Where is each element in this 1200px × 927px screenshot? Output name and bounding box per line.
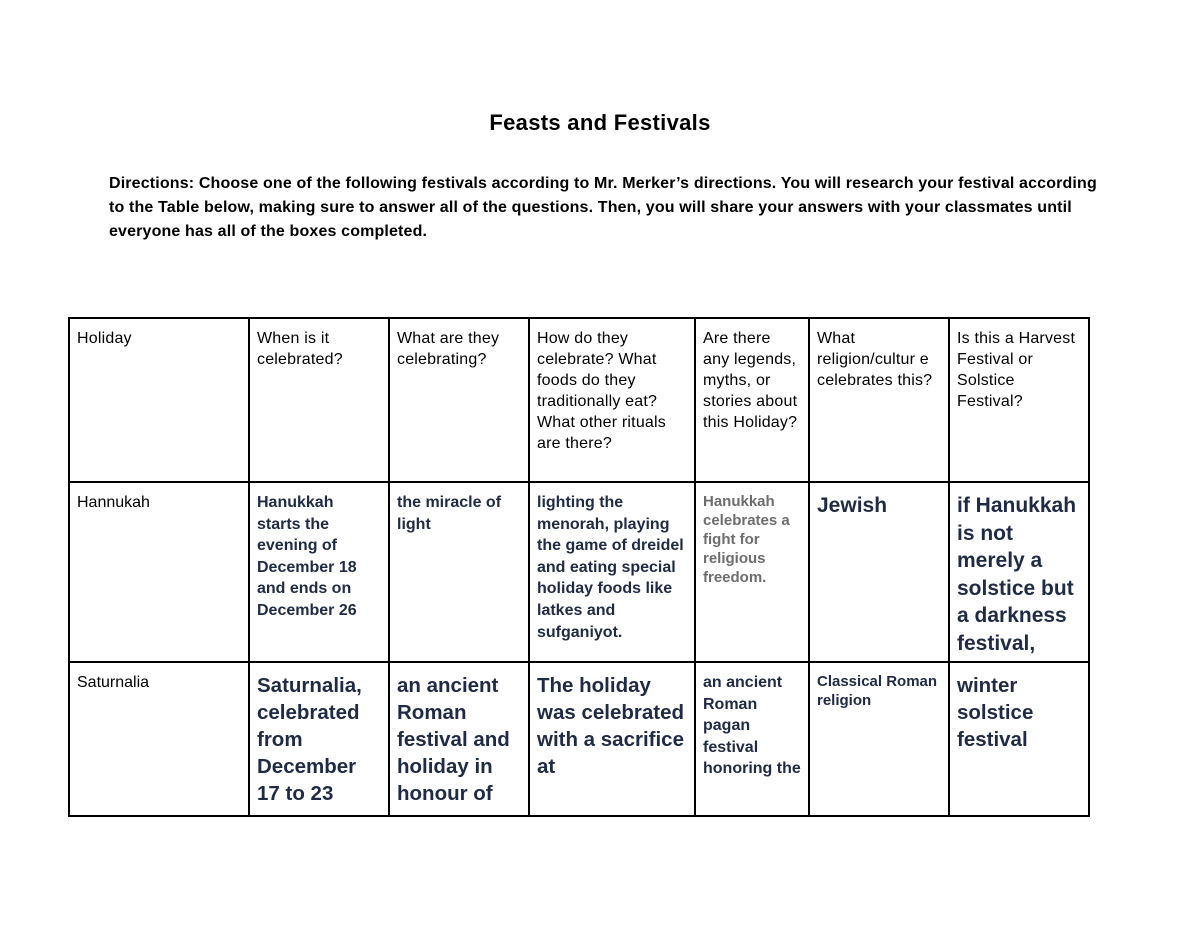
header-label: What religion/cultur e celebrates this?: [817, 330, 933, 389]
header-cell-what: [389, 318, 529, 482]
answer-when: Saturnalia, celebrated from December 17 to 23: [257, 674, 362, 805]
table-cell: [949, 482, 1089, 662]
answer-type: if Hanukkah is not merely a solstice but a darkness festival,: [957, 494, 1077, 655]
header-cell-legends: [695, 318, 809, 482]
table-cell: [529, 482, 695, 662]
answer-legends: an ancient Roman pagan festival honoring the: [703, 674, 801, 778]
table-cell: [949, 662, 1089, 816]
table-cell: [69, 662, 249, 816]
answer-how: The holiday was celebrated with a sacrifice at: [537, 674, 684, 778]
table-row: [69, 482, 1089, 662]
header-label: How do they celebrate? What foods do they traditionally eat? What other rituals are there?: [537, 330, 666, 452]
table-cell: [389, 662, 529, 816]
table-cell: [249, 662, 389, 816]
header-label: What are they celebrating?: [397, 330, 500, 368]
header-cell-when: [249, 318, 389, 482]
row-label-hannukah: Hannukah: [77, 494, 150, 511]
header-label: Holiday: [77, 330, 132, 347]
header-label: When is it celebrated?: [257, 330, 343, 368]
answer-when: Hanukkah starts the evening of December 18 and ends on December 26: [257, 494, 357, 619]
table-cell: [809, 662, 949, 816]
header-cell-type: [949, 318, 1089, 482]
table-cell: [695, 482, 809, 662]
directions-text: Directions: Choose one of the following festivals according to Mr. Merker’s directions. You will research your festival according to the Table below, making sure to answer all of the questions. Then, you will share your answers with your classmates until everyone has all of the boxes completed.: [109, 175, 1097, 240]
answer-religion: Jewish: [817, 494, 888, 517]
festival-table: [68, 317, 1090, 817]
table-cell: [695, 662, 809, 816]
table-cell: [529, 662, 695, 816]
table-cell: [809, 482, 949, 662]
answer-how: lighting the menorah, playing the game of dreidel and eating special holiday foods like latkes and sufganiyot.: [537, 494, 684, 641]
answer-type: winter solstice festival: [957, 674, 1034, 751]
header-cell-religion: [809, 318, 949, 482]
header-label: Is this a Harvest Festival or Solstice Festival?: [957, 330, 1076, 410]
answer-what: an ancient Roman festival and holiday in honour of: [397, 674, 510, 805]
row-label-saturnalia: Saturnalia: [77, 674, 150, 691]
page-title: Feasts and Festivals: [489, 110, 711, 135]
table-header-row: [69, 318, 1089, 482]
table-cell: [69, 482, 249, 662]
header-label: Are there any legends, myths, or stories about this Holiday?: [703, 330, 798, 431]
header-cell-holiday: [69, 318, 249, 482]
table-cell: [389, 482, 529, 662]
answer-what: the miracle of light: [397, 494, 502, 533]
header-cell-how: [529, 318, 695, 482]
answer-legends: Hanukkah celebrates a fight for religious freedom.: [703, 493, 790, 586]
answer-religion: Classical Roman religion: [817, 673, 938, 709]
table-cell: [249, 482, 389, 662]
table-row: [69, 662, 1089, 816]
